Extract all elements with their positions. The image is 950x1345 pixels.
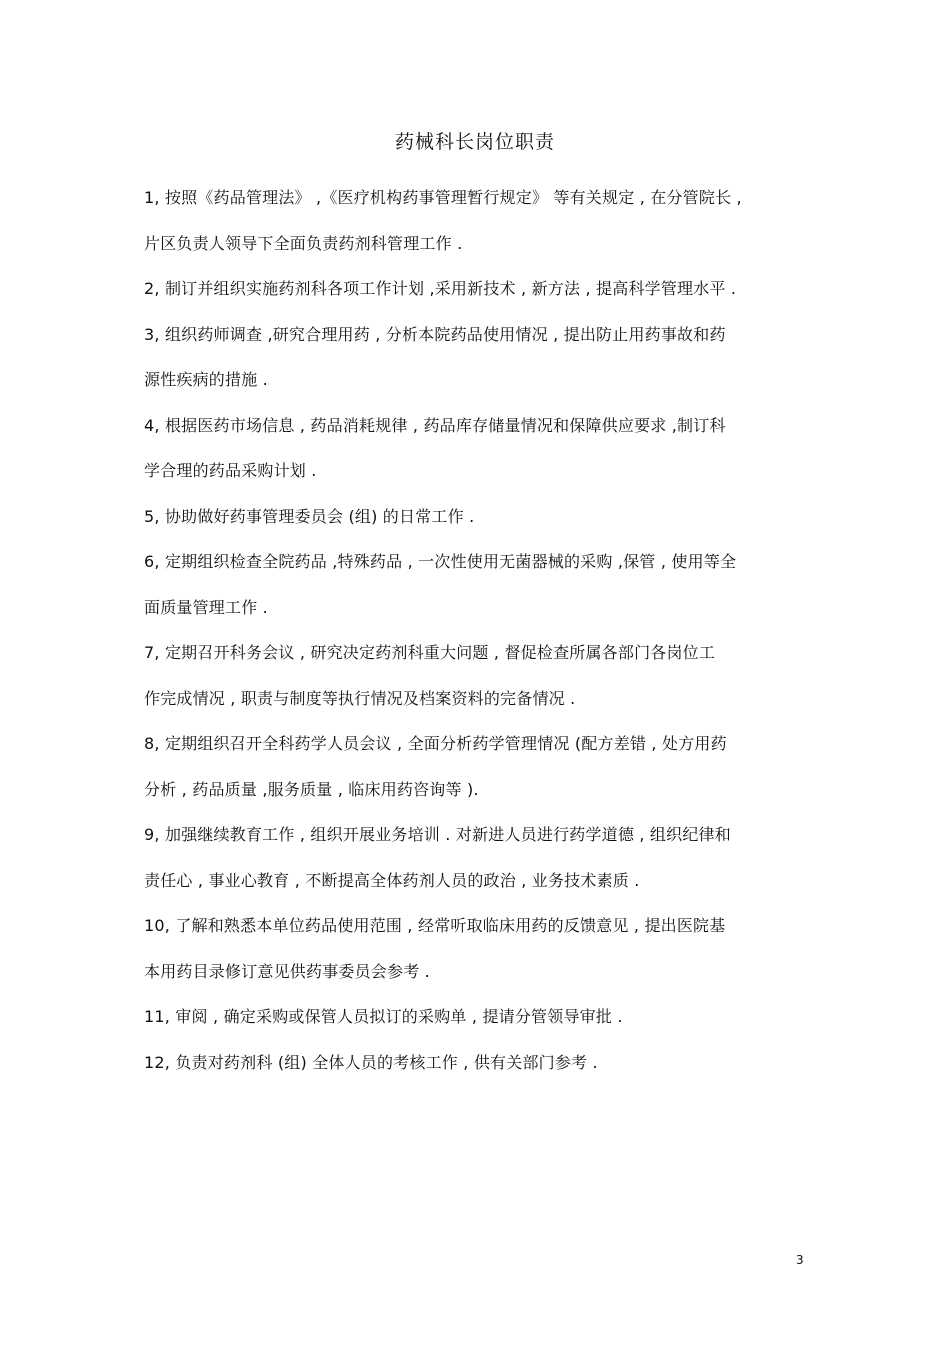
document-body	[144, 175, 814, 1085]
text-line: 8, 定期组织召开全科药学人员会议 , 全面分析药学管理情况 (配方差错 , 处方用药	[144, 734, 727, 753]
text-line: 2, 制订并组织实施药剂科各项工作计划 ,采用新技术 , 新方法 , 提高科学管理水平 .	[144, 279, 737, 298]
page-number: 3	[796, 1253, 804, 1267]
text-line: 5, 协助做好药事管理委员会 (组) 的日常工作 .	[144, 506, 475, 526]
text-line: 学合理的药品采购计划 .	[144, 461, 317, 480]
text-line: 本用药目录修订意见供药事委员会参考 .	[144, 961, 430, 981]
text-line: 面质量管理工作 .	[144, 597, 268, 617]
text-line: 4, 根据医药市场信息 , 药品消耗规律 , 药品库存储量情况和保障供应要求 ,制订科	[144, 415, 726, 435]
document-title: 药械科长岗位职责	[394, 131, 555, 153]
text-line: 分析 , 药品质量 ,服务质量 , 临床用药咨询等 ).	[144, 779, 479, 799]
text-line: 10, 了解和熟悉本单位药品使用范围 , 经常听取临床用药的反馈意见 , 提出医院基	[144, 916, 726, 935]
text-line: 片区负责人领导下全面负责药剂科管理工作 .	[144, 233, 463, 253]
text-line: 源性疾病的措施 .	[144, 370, 268, 389]
text-line: 11, 审阅 , 确定采购或保管人员拟订的采购单 , 提请分管领导审批 .	[144, 1007, 623, 1026]
text-line: 3, 组织药师调查 ,研究合理用药 , 分析本院药品使用情况 , 提出防止用药事故和药	[144, 324, 726, 344]
text-line: 12, 负责对药剂科 (组) 全体人员的考核工作 , 供有关部门参考 .	[144, 1052, 598, 1072]
text-line: 作完成情况 , 职责与制度等执行情况及档案资料的完备情况 .	[144, 688, 576, 708]
text-line: 1, 按照《药品管理法》 ,《医疗机构药事管理暂行规定》 等有关规定 , 在分管院长 ,	[144, 188, 742, 207]
text-line: 9, 加强继续教育工作 , 组织开展业务培训 . 对新进人员进行药学道德 , 组织纪律和	[144, 825, 731, 844]
text-line: 7, 定期召开科务会议 , 研究决定药剂科重大问题 , 督促检查所属各部门各岗位工	[144, 643, 716, 662]
text-line: 6, 定期组织检查全院药品 ,特殊药品 , 一次性使用无菌器械的采购 ,保管 , 使用等全	[144, 552, 737, 571]
text-line: 责任心 , 事业心教育 , 不断提高全体药剂人员的政治 , 业务技术素质 .	[144, 870, 640, 890]
